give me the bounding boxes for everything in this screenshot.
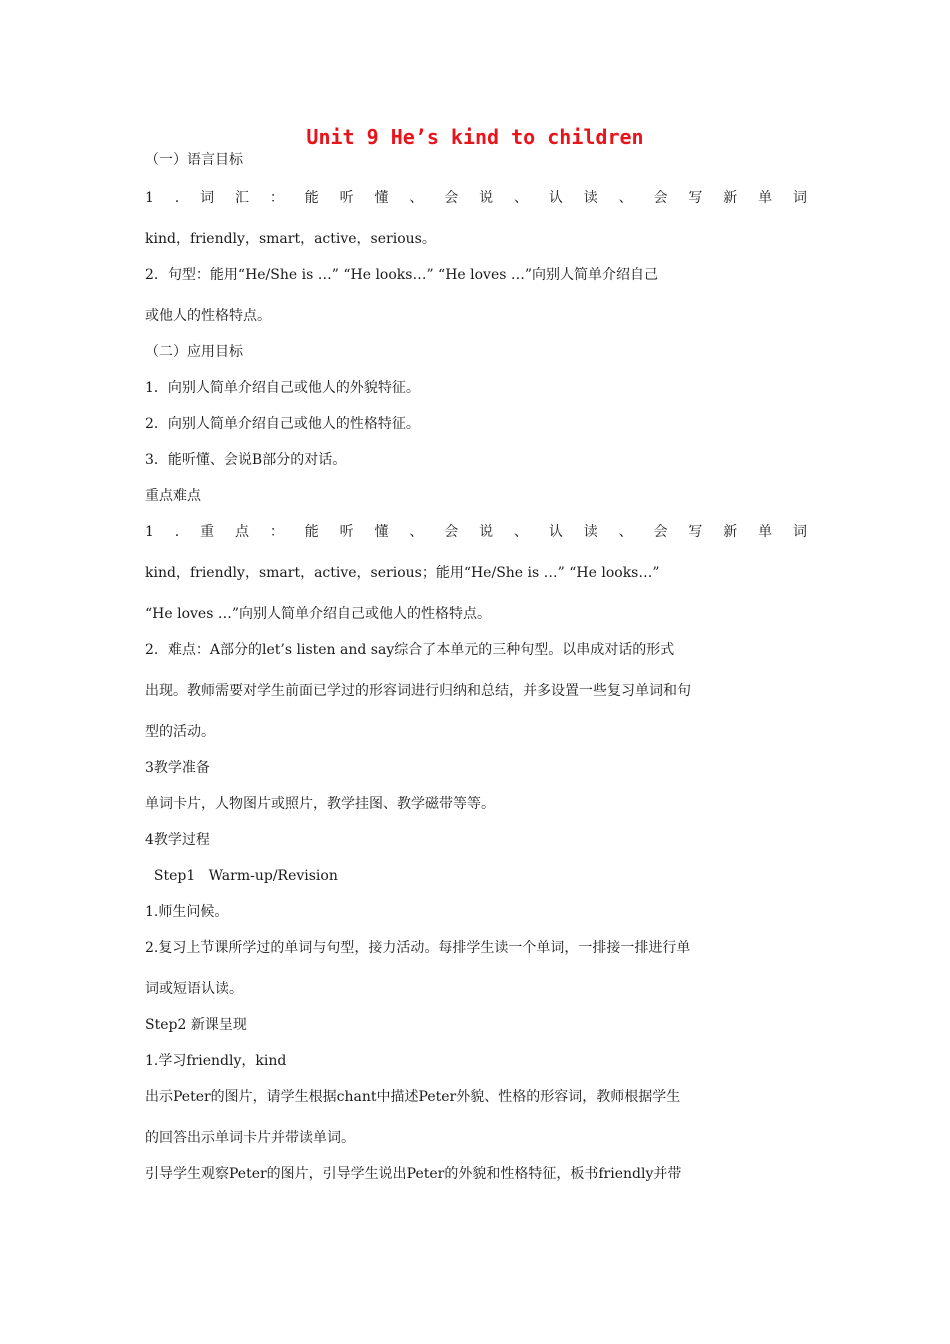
justified-char: 写 <box>688 190 703 206</box>
justified-char: 能 <box>304 524 319 540</box>
justified-char: 、 <box>409 190 424 206</box>
justified-char: 懂 <box>374 524 389 540</box>
sentence-pattern-goal-cont: 或他人的性格特点。 <box>145 308 271 324</box>
key-point-word-list: kind，friendly，smart，active，serious；能用“He/She is …” “He looks…” <box>145 565 660 581</box>
document-title: Unit 9 He’s kind to children <box>306 125 644 149</box>
section-heading-application-goals: （二）应用目标 <box>145 344 243 360</box>
difficulty-cont-1: 出现。教师需要对学生前面已学过的形容词进行归纳和总结，并多设置一些复习单词和句 <box>145 683 691 699</box>
section-heading-language-goals: （一）语言目标 <box>145 152 243 168</box>
justified-char: 、 <box>514 190 528 206</box>
justified-char: 、 <box>618 190 633 206</box>
justified-char: 会 <box>653 190 668 206</box>
justified-char: 读 <box>583 524 598 540</box>
step2-paragraph-1-cont: 的回答出示单词卡片并带读单词。 <box>145 1130 355 1146</box>
justified-char: 说 <box>479 190 494 206</box>
difficulty-line: 2．难点：A部分的let’s listen and say综合了本单元的三种句型。以串成对话的形式 <box>145 642 675 658</box>
justified-char: 能 <box>304 190 319 206</box>
justified-char: 认 <box>548 190 563 206</box>
justified-char: 词 <box>793 524 807 540</box>
justified-char: 写 <box>688 524 703 540</box>
justified-char: 单 <box>758 190 773 206</box>
section-heading-teaching-process: 4教学过程 <box>145 832 210 848</box>
step1-heading: Step1 Warm-up/Revision <box>145 868 338 884</box>
step2-item-1: 1.学习friendly，kind <box>145 1053 287 1069</box>
application-goal-1: 1．向别人简单介绍自己或他人的外貌特征。 <box>145 380 420 396</box>
vocabulary-goal-line <box>145 188 807 208</box>
justified-char: 听 <box>339 190 354 206</box>
section-heading-key-points: 重点难点 <box>145 488 201 504</box>
justified-char: 1 <box>145 524 154 540</box>
step1-item-1: 1.师生问候。 <box>145 904 229 920</box>
justified-char: . <box>174 524 180 540</box>
teaching-prep-content: 单词卡片，人物图片或照片，教学挂图、教学磁带等等。 <box>145 796 495 812</box>
justified-char: 听 <box>339 524 354 540</box>
justified-char: 新 <box>723 524 738 540</box>
key-point-cont: “He loves …”向别人简单介绍自己或他人的性格特点。 <box>145 606 491 622</box>
justified-char: ： <box>269 190 284 206</box>
justified-char: 汇 <box>235 190 249 206</box>
justified-char: . <box>174 190 180 206</box>
step1-item-2-cont: 词或短语认读。 <box>145 981 243 997</box>
justified-char: 词 <box>200 190 215 206</box>
justified-char: 、 <box>409 524 424 540</box>
justified-char: 读 <box>583 190 598 206</box>
step1-item-2: 2.复习上节课所学过的单词与句型，接力活动。每排学生读一个单词，一排接一排进行单 <box>145 940 691 956</box>
sentence-pattern-goal: 2．句型：能用“He/She is …” “He looks…” “He loves …”向别人简单介绍自己 <box>145 267 659 283</box>
justified-char: ： <box>269 524 284 540</box>
justified-char: 单 <box>758 524 773 540</box>
justified-char: 懂 <box>374 190 389 206</box>
justified-char: 词 <box>793 190 807 206</box>
step2-heading: Step2 新课呈现 <box>145 1017 247 1033</box>
justified-char: 、 <box>618 524 633 540</box>
justified-char: 重 <box>200 524 215 540</box>
section-heading-teaching-prep: 3教学准备 <box>145 760 210 776</box>
justified-char: 会 <box>444 190 459 206</box>
justified-char: 会 <box>653 524 668 540</box>
difficulty-cont-2: 型的活动。 <box>145 724 215 740</box>
justified-char: 点 <box>235 524 249 540</box>
justified-char: 1 <box>145 190 154 206</box>
application-goal-2: 2．向别人简单介绍自己或他人的性格特征。 <box>145 416 420 432</box>
step2-paragraph-1: 出示Peter的图片，请学生根据chant中描述Peter外貌、性格的形容词，教师根据学生 <box>145 1089 681 1105</box>
justified-char: 、 <box>514 524 528 540</box>
step2-paragraph-2: 引导学生观察Peter的图片，引导学生说出Peter的外貌和性格特征，板书friendly并带 <box>145 1166 682 1182</box>
justified-char: 会 <box>444 524 459 540</box>
key-point-line <box>145 522 807 542</box>
application-goal-3: 3．能听懂、会说B部分的对话。 <box>145 452 347 468</box>
justified-char: 说 <box>479 524 494 540</box>
justified-char: 新 <box>723 190 738 206</box>
vocabulary-word-list: kind，friendly，smart，active，serious。 <box>145 231 436 247</box>
justified-char: 认 <box>548 524 563 540</box>
